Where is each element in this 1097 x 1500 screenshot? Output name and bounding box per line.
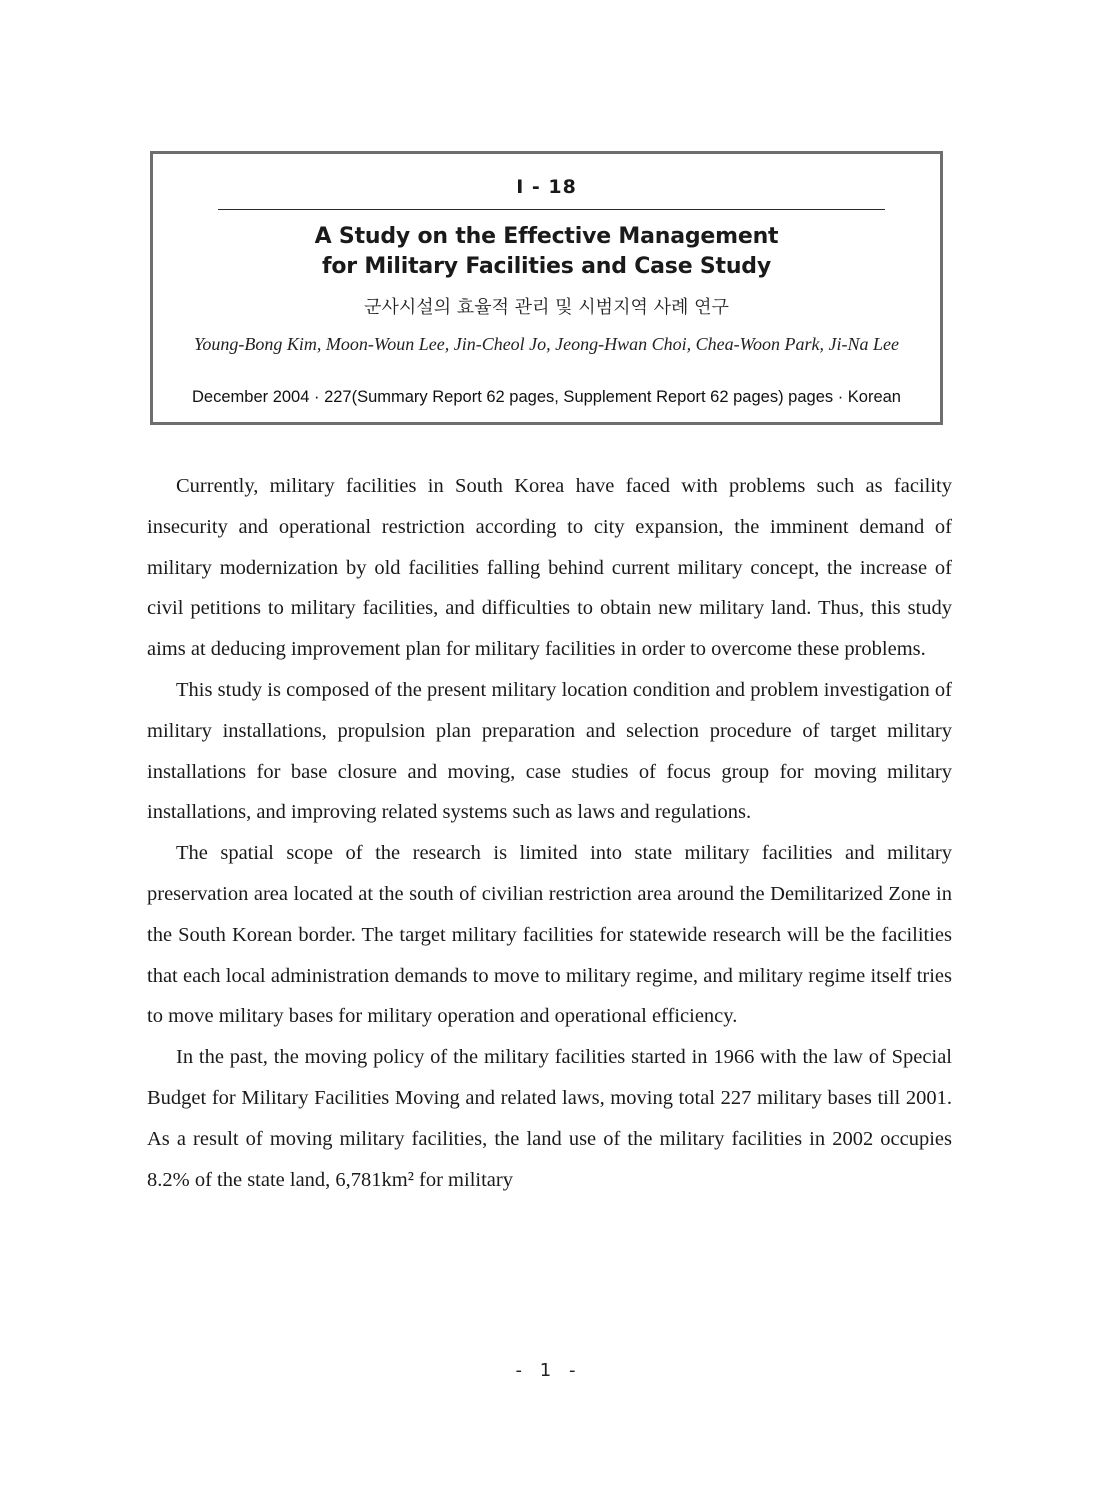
english-title-line-2: for Military Facilities and Case Study: [322, 254, 771, 279]
paragraph-2: This study is composed of the present military location condition and problem investigation of military installations, propulsion plan preparation and selection procedure of target military installations for base closure and moving, case studies of focus group for moving military installations, and improving related systems such as laws and regulations.: [147, 678, 952, 824]
paragraph-4: In the past, the moving policy of the military facilities started in 1966 with the law of Special Budget for Military Facilities Moving and related laws, moving total 227 military bases till 2001. As a result of moving military facilities, the land use of the military facilities in 2002 occupies 8.2% of the state land, 6,781km² for military: [147, 1046, 952, 1191]
korean-title: 군사시설의 효율적 관리 및 시범지역 사례 연구: [364, 297, 729, 318]
page-number: - 1 -: [515, 1360, 582, 1381]
author-list: Young-Bong Kim, Moon-Woun Lee, Jin-Cheol Jo, Jeong-Hwan Choi, Chea-Woon Park, Ji-Na Lee: [194, 334, 899, 354]
report-number: I - 18: [516, 176, 577, 198]
paragraph-3: The spatial scope of the research is limited into state military facilities and military preservation area located at the south of civilian restriction area around the Demilitarized Zone in the South Korean border. The target military facilities for statewide research will be the facilities that each local administration demands to move to military regime, and military regime itself tries to move military bases for military operation and operational efficiency.: [147, 842, 952, 1028]
report-header-box: [150, 151, 943, 425]
english-title-line-1: A Study on the Effective Management: [314, 224, 779, 249]
title-divider: [218, 209, 885, 210]
paragraph-1: Currently, military facilities in South Korea have faced with problems such as facility insecurity and operational restriction according to city expansion, the imminent demand of military modernization by old facilities falling behind current military concept, the increase of civil petitions to military facilities, and difficulties to obtain new military land. Thus, this study aims at deducing improvement plan for military facilities in order to overcome these problems.: [147, 475, 952, 661]
abstract-body: [147, 466, 952, 1200]
publication-info: December 2004 · 227(Summary Report 62 pages, Supplement Report 62 pages) pages · Korean: [192, 388, 901, 406]
english-title: [153, 222, 940, 282]
